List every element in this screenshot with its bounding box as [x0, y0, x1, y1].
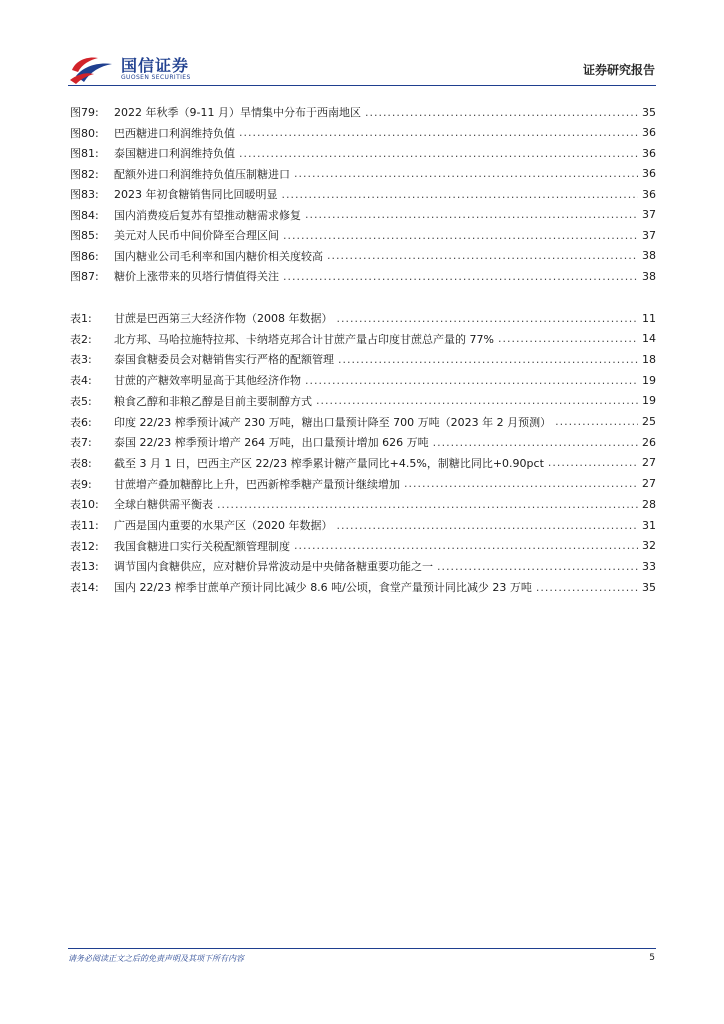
toc-leader — [536, 581, 638, 594]
toc-label: 表4: — [70, 374, 92, 388]
toc-page: 27 — [642, 456, 656, 470]
toc-label: 图82: — [70, 167, 99, 181]
toc-page: 26 — [642, 435, 656, 449]
toc-page: 19 — [642, 373, 656, 387]
toc-label: 图80: — [70, 126, 99, 140]
toc-leader — [305, 374, 638, 387]
toc-label: 图81: — [70, 147, 99, 160]
toc-page: 31 — [642, 518, 656, 532]
toc-title: 北方邦、马哈拉施特拉邦、卡纳塔克邦合计甘蔗产量占印度甘蔗总产量的 77% — [114, 332, 494, 346]
toc-title: 巴西糖进口利润维持负值 — [114, 126, 235, 140]
toc-row[interactable] — [70, 515, 656, 535]
toc-leader — [282, 188, 639, 201]
toc-row[interactable] — [70, 494, 656, 514]
toc-page: 11 — [642, 311, 656, 325]
toc-page: 27 — [642, 477, 656, 491]
toc-row[interactable] — [70, 225, 656, 245]
toc-label: 图87: — [70, 270, 99, 283]
toc-title: 甘蔗是巴西第三大经济作物（2008 年数据） — [114, 312, 333, 325]
toc-row[interactable] — [70, 349, 656, 369]
toc-title: 泰国 22/23 榨季预计增产 264 万吨，出口量预计增加 626 万吨 — [114, 436, 429, 450]
toc-page: 38 — [642, 269, 656, 283]
toc-title: 美元对人民币中间价降至合理区间 — [114, 229, 279, 242]
toc-row[interactable] — [70, 164, 656, 184]
toc-leader — [294, 539, 638, 552]
toc-page: 25 — [642, 415, 656, 428]
toc-label: 表3: — [70, 353, 92, 367]
toc-row[interactable] — [70, 123, 656, 143]
toc-label: 表6: — [70, 415, 92, 429]
toc-leader — [338, 353, 638, 366]
guosen-logo — [70, 52, 200, 86]
toc-title: 2023 年初食糖销售同比回暖明显 — [114, 188, 278, 201]
toc-page: 37 — [642, 208, 656, 221]
toc-leader — [305, 208, 638, 221]
toc-row[interactable] — [70, 102, 656, 122]
toc-page: 35 — [642, 105, 656, 119]
report-type-label: 证券研究报告 — [582, 63, 655, 77]
toc-page: 19 — [642, 394, 656, 408]
header-divider — [68, 85, 656, 86]
toc-leader — [316, 394, 638, 407]
toc-leader — [498, 332, 638, 345]
toc-title: 甘蔗增产叠加糖醇比上升，巴西新榨季糖产量预计继续增加 — [114, 477, 400, 491]
toc-row[interactable] — [70, 266, 656, 286]
toc-row[interactable] — [70, 308, 656, 328]
toc-row[interactable] — [70, 370, 656, 390]
toc-page: 36 — [642, 126, 656, 139]
toc-label: 图79: — [70, 106, 99, 119]
toc-page: 36 — [642, 146, 656, 160]
toc-page: 35 — [642, 580, 656, 594]
toc-leader — [337, 519, 639, 532]
toc-page: 14 — [642, 332, 656, 346]
toc-title: 泰国糖进口利润维持负值 — [114, 147, 235, 160]
toc-row[interactable] — [70, 246, 656, 266]
toc-title: 2022 年秋季（9-11 月）旱情集中分布于西南地区 — [114, 106, 361, 119]
toc-label: 表14: — [70, 581, 99, 595]
toc-title: 我国食糖进口实行关税配额管理制度 — [114, 539, 290, 553]
toc-title: 调节国内食糖供应，应对糖价异常波动是中央储备糖重要功能之一 — [114, 560, 433, 574]
toc-label: 表11: — [70, 519, 99, 532]
toc-label: 表9: — [70, 477, 92, 491]
toc-leader — [404, 477, 638, 490]
toc-leader — [437, 560, 638, 573]
footer-divider — [68, 948, 656, 949]
toc-row[interactable] — [70, 432, 656, 452]
toc-row[interactable] — [70, 453, 656, 473]
toc-label: 表12: — [70, 539, 99, 553]
toc-label: 图86: — [70, 249, 99, 263]
toc-leader — [239, 147, 638, 160]
toc-page: 36 — [642, 167, 656, 180]
page-number: 5 — [649, 953, 655, 963]
logo-english-name: GUOSEN SECURITIES — [121, 74, 191, 81]
toc-leader — [283, 229, 638, 242]
toc-label: 表5: — [70, 394, 92, 408]
toc-leader — [217, 498, 638, 511]
toc-row[interactable] — [70, 329, 656, 349]
toc-row[interactable] — [70, 556, 656, 576]
toc-page: 33 — [642, 559, 656, 573]
toc-title: 国内 22/23 榨季甘蔗单产预计同比减少 8.6 吨/公顷，食堂产量预计同比减少 23 万吨 — [114, 581, 532, 595]
toc-title: 国内消费疫后复苏有望推动糖需求修复 — [114, 208, 301, 222]
toc-title: 配额外进口利润维持负值压制糖进口 — [114, 167, 290, 181]
toc-label: 表13: — [70, 560, 99, 574]
toc-title: 糖价上涨带来的贝塔行情值得关注 — [114, 270, 279, 283]
toc-label: 表8: — [70, 456, 92, 470]
toc-row[interactable] — [70, 577, 656, 597]
toc-page: 18 — [642, 352, 656, 366]
toc-page: 37 — [642, 228, 656, 242]
guosen-logo-mark-icon — [70, 54, 114, 84]
toc-leader — [327, 249, 638, 262]
toc-label: 图85: — [70, 229, 99, 242]
toc-title: 国内糖业公司毛利率和国内糖价相关度较高 — [114, 249, 323, 263]
toc-row[interactable] — [70, 536, 656, 556]
toc-page: 36 — [642, 187, 656, 201]
toc-row[interactable] — [70, 205, 656, 225]
toc-label: 表10: — [70, 498, 99, 512]
logo-chinese-name: 国信证券 — [121, 56, 190, 75]
toc-row[interactable] — [70, 474, 656, 494]
toc-leader — [337, 312, 639, 325]
toc-page: 32 — [642, 539, 656, 553]
toc-label: 图83: — [70, 188, 99, 201]
toc-title: 截至 3 月 1 日，巴西主产区 22/23 榨季累计糖产量同比+4.5%，制糖比同比+0.90pct — [114, 456, 544, 470]
toc-leader — [365, 106, 638, 119]
toc-label: 表7: — [70, 436, 92, 450]
toc-label: 图84: — [70, 208, 99, 222]
toc-title: 广西是国内重要的水果产区（2020 年数据） — [114, 519, 333, 532]
toc-page: 28 — [642, 497, 656, 511]
toc-title: 全球白糖供需平衡表 — [114, 498, 213, 512]
toc-row[interactable] — [70, 412, 656, 432]
toc-leader — [433, 436, 638, 449]
toc-row[interactable] — [70, 391, 656, 411]
toc-row[interactable] — [70, 184, 656, 204]
toc-leader — [555, 415, 638, 428]
toc-title: 泰国食糖委员会对糖销售实行严格的配额管理 — [114, 353, 334, 367]
toc-leader — [283, 270, 638, 283]
toc-leader — [239, 126, 638, 139]
toc-leader — [548, 456, 638, 469]
toc-title: 甘蔗的产糖效率明显高于其他经济作物 — [114, 374, 301, 388]
toc-leader — [294, 167, 638, 180]
toc-title: 粮食乙醇和非粮乙醇是目前主要制醇方式 — [114, 394, 312, 408]
toc-label: 表2: — [70, 332, 92, 346]
toc-title: 印度 22/23 榨季预计减产 230 万吨，糖出口量预计降至 700 万吨（2023 年 2 月预测） — [114, 415, 552, 429]
toc-label: 表1: — [70, 312, 92, 325]
toc-row[interactable] — [70, 143, 656, 163]
toc-page: 38 — [642, 249, 656, 262]
disclaimer-text: 请务必阅读正文之后的免责声明及其项下所有内容 — [68, 954, 244, 963]
page-header — [0, 0, 724, 90]
